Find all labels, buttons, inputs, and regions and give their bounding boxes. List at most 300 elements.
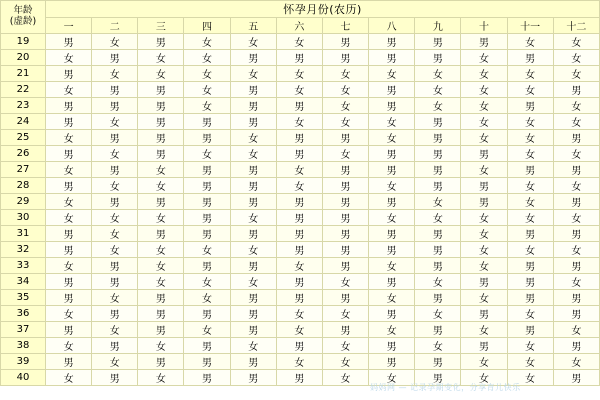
gender-cell: 男 (184, 210, 230, 226)
age-cell: 38 (1, 338, 46, 354)
gender-cell: 女 (507, 178, 553, 194)
gender-cell: 女 (230, 34, 276, 50)
gender-cell: 男 (461, 338, 507, 354)
gender-cell: 男 (46, 66, 92, 82)
gender-cell: 男 (46, 114, 92, 130)
gender-cell: 男 (230, 178, 276, 194)
gender-cell: 女 (461, 290, 507, 306)
table-row (1, 194, 600, 210)
gender-cell: 女 (92, 322, 138, 338)
gender-cell: 男 (276, 98, 322, 114)
gender-cell: 女 (415, 66, 461, 82)
gender-cell: 女 (553, 322, 599, 338)
gender-cell: 女 (507, 114, 553, 130)
gender-cell: 男 (507, 322, 553, 338)
gender-cell: 男 (553, 82, 599, 98)
gender-cell: 男 (415, 290, 461, 306)
month-header-1: 一 (46, 18, 92, 34)
gender-cell: 女 (92, 210, 138, 226)
table-row (1, 98, 600, 114)
gender-cell: 男 (138, 226, 184, 242)
gender-cell: 女 (276, 82, 322, 98)
gender-cell: 女 (369, 210, 415, 226)
gender-cell: 男 (92, 338, 138, 354)
gender-cell: 男 (553, 226, 599, 242)
gender-cell: 女 (230, 66, 276, 82)
gender-cell: 女 (461, 210, 507, 226)
gender-cell: 女 (184, 34, 230, 50)
gender-cell: 女 (184, 242, 230, 258)
gender-cell: 男 (184, 178, 230, 194)
gender-cell: 男 (184, 306, 230, 322)
age-cell: 34 (1, 274, 46, 290)
gender-cell: 男 (230, 290, 276, 306)
gender-cell: 女 (276, 66, 322, 82)
table-row (1, 146, 600, 162)
gender-cell: 女 (92, 178, 138, 194)
gender-cell: 女 (184, 322, 230, 338)
month-header-4: 四 (184, 18, 230, 34)
gender-cell: 男 (46, 98, 92, 114)
age-cell: 31 (1, 226, 46, 242)
gender-cell: 男 (230, 322, 276, 338)
gender-cell: 男 (507, 162, 553, 178)
gender-cell: 女 (507, 34, 553, 50)
gender-cell: 女 (415, 82, 461, 98)
gender-cell: 女 (461, 354, 507, 370)
gender-cell: 女 (92, 146, 138, 162)
month-header-8: 八 (369, 18, 415, 34)
gender-cell: 女 (461, 242, 507, 258)
gender-cell: 女 (369, 114, 415, 130)
age-header-line1: 年龄 (13, 5, 33, 17)
gender-cell: 女 (553, 50, 599, 66)
gender-cell: 女 (461, 82, 507, 98)
gender-cell: 女 (138, 274, 184, 290)
gender-cell: 女 (461, 322, 507, 338)
table-row (1, 34, 600, 50)
gender-cell: 女 (553, 274, 599, 290)
gender-cell: 男 (184, 114, 230, 130)
gender-cell: 男 (322, 242, 368, 258)
gender-cell: 男 (46, 290, 92, 306)
gender-cell: 男 (230, 162, 276, 178)
gender-cell: 女 (138, 370, 184, 386)
gender-cell: 女 (507, 210, 553, 226)
gender-cell: 男 (230, 82, 276, 98)
gender-cell: 女 (184, 274, 230, 290)
gender-cell: 女 (184, 50, 230, 66)
gender-cell: 男 (369, 354, 415, 370)
table-row (1, 50, 600, 66)
gender-cell: 女 (507, 370, 553, 386)
month-header-5: 五 (230, 18, 276, 34)
gender-cell: 女 (553, 354, 599, 370)
gender-cell: 女 (230, 242, 276, 258)
gender-cell: 男 (322, 194, 368, 210)
month-header-2: 二 (92, 18, 138, 34)
gender-cell: 男 (138, 354, 184, 370)
gender-cell: 女 (184, 98, 230, 114)
gender-cell: 男 (415, 242, 461, 258)
age-cell: 27 (1, 162, 46, 178)
gender-cell: 女 (461, 258, 507, 274)
gender-cell: 男 (276, 338, 322, 354)
table-row (1, 322, 600, 338)
gender-cell: 男 (553, 370, 599, 386)
gender-cell: 女 (138, 258, 184, 274)
table-row (1, 290, 600, 306)
gender-cell: 女 (461, 66, 507, 82)
gender-cell: 男 (415, 226, 461, 242)
gender-cell: 女 (553, 34, 599, 50)
chart-title: 怀孕月份(农历) (46, 1, 600, 18)
gender-cell: 女 (322, 338, 368, 354)
gender-cell: 男 (322, 178, 368, 194)
gender-cell: 男 (276, 242, 322, 258)
table-row (1, 178, 600, 194)
gender-cell: 男 (415, 178, 461, 194)
table-row (1, 114, 600, 130)
gender-cell: 男 (322, 258, 368, 274)
gender-cell: 女 (138, 242, 184, 258)
gender-cell: 女 (138, 66, 184, 82)
gender-cell: 女 (276, 322, 322, 338)
age-cell: 22 (1, 82, 46, 98)
age-cell: 39 (1, 354, 46, 370)
gender-cell: 男 (276, 210, 322, 226)
gender-cell: 女 (92, 66, 138, 82)
gender-cell: 女 (92, 226, 138, 242)
gender-cell: 男 (92, 98, 138, 114)
gender-cell: 女 (322, 66, 368, 82)
gender-cell: 男 (46, 34, 92, 50)
gender-cell: 男 (276, 146, 322, 162)
gender-cell: 男 (92, 50, 138, 66)
table-row (1, 242, 600, 258)
gender-cell: 男 (369, 194, 415, 210)
gender-cell: 女 (46, 338, 92, 354)
gender-cell: 女 (92, 290, 138, 306)
gender-cell: 女 (369, 290, 415, 306)
gender-cell: 女 (322, 370, 368, 386)
gender-cell: 女 (276, 258, 322, 274)
gender-cell: 女 (322, 98, 368, 114)
gender-cell: 女 (46, 130, 92, 146)
gender-cell: 男 (230, 370, 276, 386)
gender-cell: 男 (138, 98, 184, 114)
gender-cell: 女 (184, 82, 230, 98)
gender-cell: 男 (369, 34, 415, 50)
gender-cell: 女 (553, 146, 599, 162)
gender-cell: 男 (230, 114, 276, 130)
gender-cell: 男 (138, 130, 184, 146)
gender-cell: 男 (507, 98, 553, 114)
table-header (1, 1, 600, 34)
gender-cell: 男 (184, 194, 230, 210)
gender-cell: 男 (415, 34, 461, 50)
age-cell: 19 (1, 34, 46, 50)
gender-cell: 男 (369, 338, 415, 354)
gender-cell: 男 (461, 146, 507, 162)
gender-cell: 女 (415, 210, 461, 226)
table-row (1, 338, 600, 354)
gender-cell: 男 (138, 194, 184, 210)
gender-cell: 女 (92, 242, 138, 258)
gender-cell: 男 (276, 370, 322, 386)
gender-cell: 男 (92, 82, 138, 98)
age-cell: 33 (1, 258, 46, 274)
gender-cell: 女 (276, 34, 322, 50)
gender-cell: 男 (46, 242, 92, 258)
age-header-cell (1, 1, 46, 34)
gender-cell: 女 (138, 162, 184, 178)
gender-cell: 女 (322, 306, 368, 322)
gender-cell: 男 (138, 114, 184, 130)
gender-cell: 男 (507, 50, 553, 66)
gender-cell: 男 (415, 162, 461, 178)
gender-cell: 女 (322, 274, 368, 290)
gender-cell: 男 (553, 162, 599, 178)
gender-cell: 女 (276, 178, 322, 194)
age-cell: 40 (1, 370, 46, 386)
gender-cell: 男 (507, 258, 553, 274)
gender-cell: 男 (322, 322, 368, 338)
gender-cell: 男 (138, 82, 184, 98)
gender-cell: 女 (507, 130, 553, 146)
age-cell: 24 (1, 114, 46, 130)
age-cell: 20 (1, 50, 46, 66)
gender-cell: 男 (369, 146, 415, 162)
gender-cell: 女 (138, 50, 184, 66)
gender-cell: 女 (507, 82, 553, 98)
gender-cell: 男 (276, 226, 322, 242)
month-header-9: 九 (415, 18, 461, 34)
watermark-text: 妈妈网 — 记录孕期变化，分享育儿快乐 (370, 383, 521, 392)
gender-cell: 女 (369, 322, 415, 338)
gender-cell: 男 (230, 98, 276, 114)
gender-cell: 女 (415, 194, 461, 210)
gender-cell: 女 (369, 178, 415, 194)
gender-cell: 男 (46, 226, 92, 242)
gender-cell: 女 (322, 354, 368, 370)
gender-cell: 女 (553, 98, 599, 114)
gender-cell: 女 (415, 338, 461, 354)
gender-cell: 男 (276, 50, 322, 66)
gender-cell: 女 (507, 306, 553, 322)
gender-cell: 男 (230, 50, 276, 66)
gender-cell: 男 (415, 322, 461, 338)
gender-cell: 女 (184, 146, 230, 162)
gender-cell: 男 (322, 50, 368, 66)
gender-cell: 男 (415, 130, 461, 146)
gender-cell: 女 (138, 210, 184, 226)
gender-cell: 男 (415, 114, 461, 130)
gender-cell: 男 (369, 242, 415, 258)
gender-cell: 女 (92, 354, 138, 370)
gender-cell: 男 (461, 274, 507, 290)
table-body (1, 34, 600, 386)
age-cell: 29 (1, 194, 46, 210)
gender-cell: 女 (461, 130, 507, 146)
gender-cell: 男 (415, 354, 461, 370)
gender-cell: 男 (46, 178, 92, 194)
month-header-7: 七 (322, 18, 368, 34)
gender-cell: 男 (369, 274, 415, 290)
age-cell: 28 (1, 178, 46, 194)
gender-cell: 男 (92, 162, 138, 178)
table-row (1, 306, 600, 322)
gender-cell: 女 (184, 66, 230, 82)
gender-cell: 男 (230, 194, 276, 210)
gender-cell: 女 (507, 66, 553, 82)
gender-cell: 女 (276, 354, 322, 370)
gender-cell: 男 (415, 370, 461, 386)
gender-cell: 女 (507, 338, 553, 354)
gender-cell: 男 (92, 274, 138, 290)
gender-cell: 男 (507, 274, 553, 290)
gender-cell: 女 (553, 66, 599, 82)
gender-cell: 男 (230, 226, 276, 242)
gender-cell: 女 (276, 162, 322, 178)
gender-cell: 女 (461, 114, 507, 130)
table-row (1, 210, 600, 226)
gender-cell: 女 (92, 34, 138, 50)
month-header-11: 十一 (507, 18, 553, 34)
gender-cell: 男 (138, 322, 184, 338)
gender-cell: 男 (230, 258, 276, 274)
age-cell: 23 (1, 98, 46, 114)
table-row (1, 130, 600, 146)
gender-cell: 男 (322, 210, 368, 226)
age-cell: 32 (1, 242, 46, 258)
gender-cell: 男 (369, 226, 415, 242)
gender-cell: 男 (138, 290, 184, 306)
gender-cell: 女 (230, 210, 276, 226)
table-title-row (1, 1, 600, 18)
gender-cell: 男 (369, 98, 415, 114)
gender-cell: 男 (276, 274, 322, 290)
gender-cell: 女 (184, 290, 230, 306)
gender-cell: 男 (415, 50, 461, 66)
gender-cell: 女 (415, 306, 461, 322)
gender-cell: 男 (461, 178, 507, 194)
gender-cell: 男 (46, 322, 92, 338)
gender-cell: 女 (415, 98, 461, 114)
gender-cell: 女 (507, 194, 553, 210)
gender-cell: 男 (276, 290, 322, 306)
gender-cell: 男 (184, 226, 230, 242)
gender-cell: 男 (276, 194, 322, 210)
age-cell: 36 (1, 306, 46, 322)
table-row (1, 354, 600, 370)
age-cell: 37 (1, 322, 46, 338)
gender-cell: 女 (553, 210, 599, 226)
gender-cell: 女 (230, 338, 276, 354)
gender-cell: 男 (92, 194, 138, 210)
gender-cell: 男 (322, 34, 368, 50)
gender-cell: 男 (553, 194, 599, 210)
gender-cell: 女 (507, 242, 553, 258)
gender-cell: 女 (507, 354, 553, 370)
gender-cell: 女 (46, 258, 92, 274)
gender-cell: 女 (46, 82, 92, 98)
month-header-12: 十二 (553, 18, 599, 34)
gender-cell: 女 (507, 146, 553, 162)
gender-cell: 男 (553, 290, 599, 306)
month-header-10: 十 (461, 18, 507, 34)
gender-cell: 女 (230, 130, 276, 146)
gender-cell: 男 (553, 258, 599, 274)
gender-cell: 女 (369, 258, 415, 274)
gender-cell: 男 (184, 130, 230, 146)
gender-cell: 女 (138, 338, 184, 354)
gender-cell: 女 (369, 66, 415, 82)
age-cell: 25 (1, 130, 46, 146)
gender-cell: 女 (276, 114, 322, 130)
gender-cell: 男 (230, 306, 276, 322)
gender-cell: 女 (553, 114, 599, 130)
gender-cell: 男 (369, 82, 415, 98)
gender-cell: 男 (184, 258, 230, 274)
gender-cell: 男 (92, 306, 138, 322)
month-header-3: 三 (138, 18, 184, 34)
gender-cell: 女 (322, 146, 368, 162)
gender-cell: 男 (415, 258, 461, 274)
gender-cell: 女 (553, 242, 599, 258)
gender-cell: 男 (461, 34, 507, 50)
gender-cell: 男 (507, 226, 553, 242)
gender-cell: 男 (46, 146, 92, 162)
gender-cell: 男 (553, 130, 599, 146)
gender-cell: 男 (46, 354, 92, 370)
gender-cell: 女 (46, 370, 92, 386)
age-cell: 26 (1, 146, 46, 162)
gender-cell: 男 (184, 162, 230, 178)
gender-cell: 男 (230, 354, 276, 370)
gender-cell: 男 (461, 306, 507, 322)
gender-cell: 女 (461, 226, 507, 242)
gender-cell: 女 (369, 370, 415, 386)
gender-cell: 女 (46, 194, 92, 210)
gender-cell: 男 (184, 354, 230, 370)
gender-cell: 女 (461, 370, 507, 386)
gender-cell: 女 (322, 114, 368, 130)
age-cell: 30 (1, 210, 46, 226)
gender-cell: 男 (507, 290, 553, 306)
gender-cell: 女 (553, 178, 599, 194)
gender-cell: 男 (138, 306, 184, 322)
gender-cell: 女 (46, 210, 92, 226)
gender-cell: 女 (369, 130, 415, 146)
gender-cell: 男 (92, 370, 138, 386)
gender-cell: 男 (92, 258, 138, 274)
table-row (1, 226, 600, 242)
gender-cell: 男 (322, 162, 368, 178)
gender-cell: 女 (230, 274, 276, 290)
gender-cell: 女 (415, 274, 461, 290)
gender-cell: 女 (322, 82, 368, 98)
gender-cell: 女 (92, 114, 138, 130)
gender-cell: 男 (553, 338, 599, 354)
table-row (1, 66, 600, 82)
gender-cell: 女 (461, 162, 507, 178)
gender-cell: 男 (276, 130, 322, 146)
month-header-6: 六 (276, 18, 322, 34)
gender-cell: 男 (461, 194, 507, 210)
gender-cell: 男 (322, 130, 368, 146)
gender-cell: 男 (46, 274, 92, 290)
